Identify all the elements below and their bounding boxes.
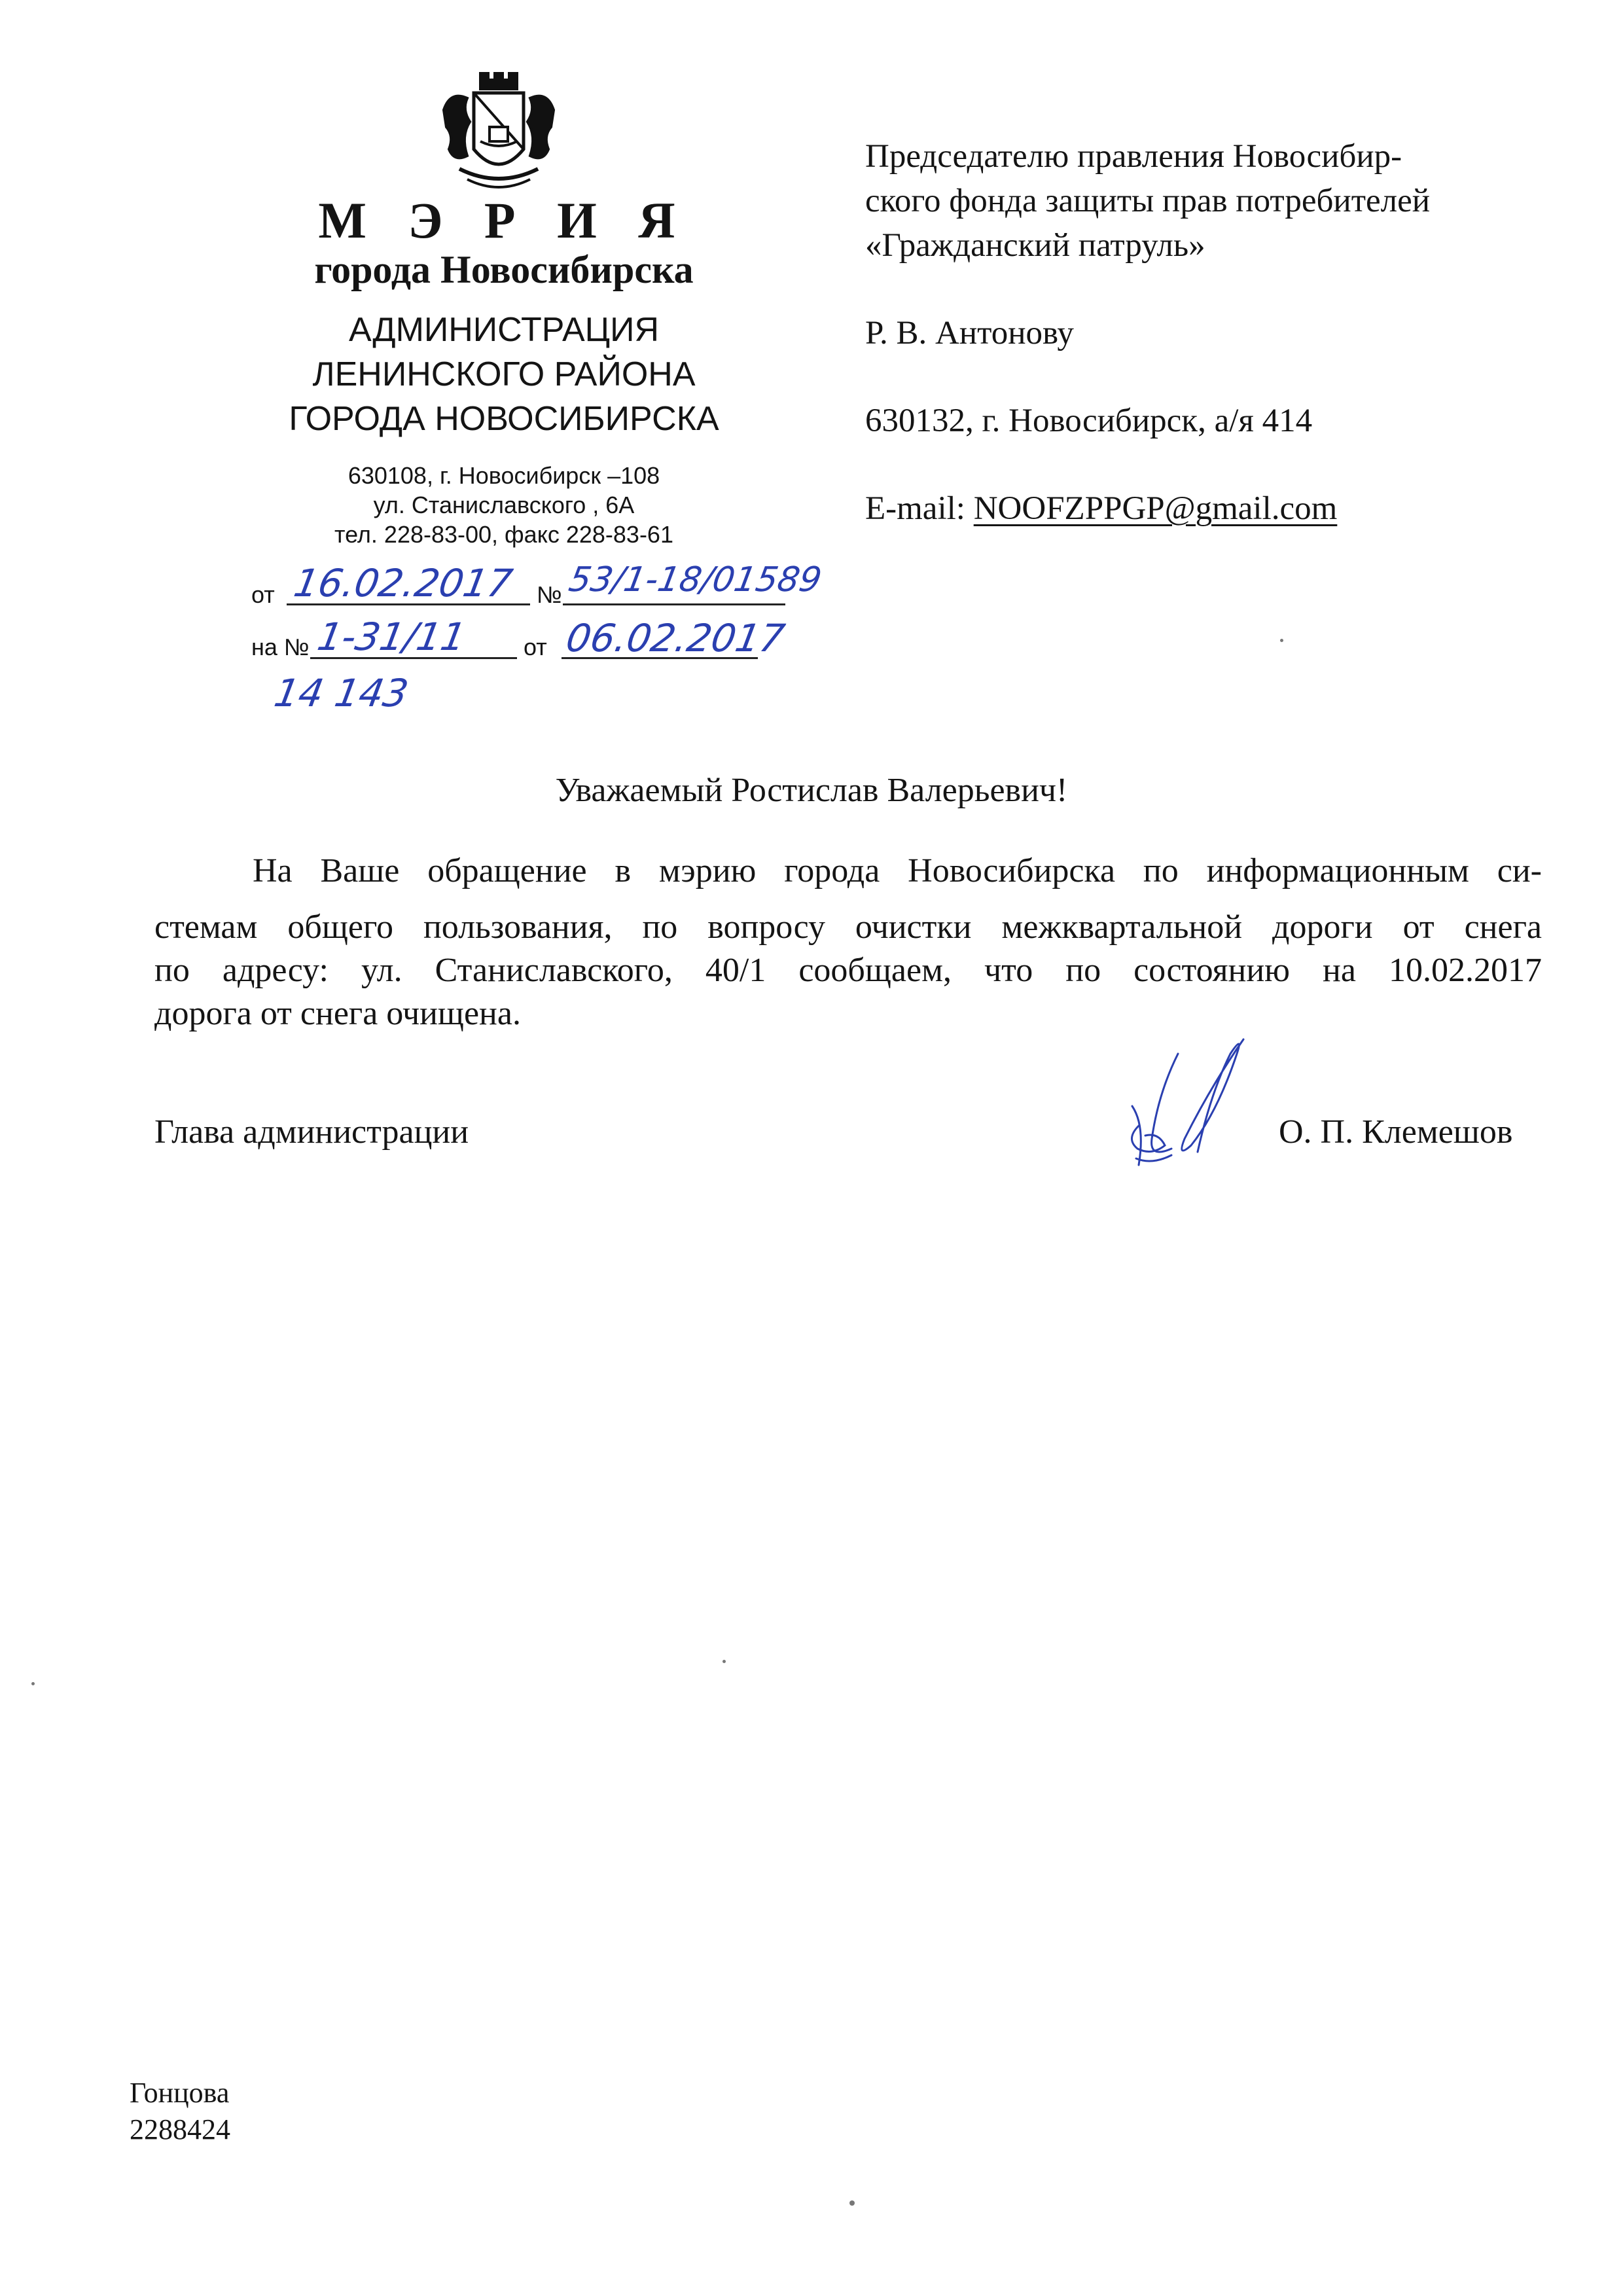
- number-handwritten: 53/1-18/01589: [565, 560, 825, 600]
- from-label: от: [251, 581, 275, 608]
- greeting: Уважаемый Ростислав Валерьевич!: [555, 772, 1068, 809]
- paragraph-line-1: На Ваше обращение в мэрию города Новосибирска по информационным си-: [253, 852, 1542, 889]
- address-line-2: ул. Станиславского , 6А: [373, 492, 635, 518]
- number-label: №: [537, 581, 562, 608]
- reply-from-label: от: [524, 634, 547, 660]
- email-link[interactable]: NOOFZPPGP@gmail.com: [973, 490, 1338, 527]
- executor-phone: 2288424: [130, 2113, 230, 2145]
- letterhead-title: М Э Р И Я: [318, 192, 690, 249]
- signatory-title: Глава администрации: [154, 1113, 469, 1151]
- addressee-line-1: Председателю правления Новосибир-: [865, 138, 1402, 175]
- admin-line-2: ЛЕНИНСКОГО РАЙОНА: [312, 355, 696, 393]
- reply-number-handwritten: 1-31/11: [314, 615, 469, 659]
- addressee-line-3: «Гражданский патруль»: [865, 227, 1205, 264]
- addressee-email-row: [865, 492, 1337, 526]
- paragraph-line-3: по адресу: ул. Станиславского, 40/1 сообщаем, что по состоянию на 10.02.2017: [154, 952, 1542, 989]
- addressee-postal: 630132, г. Новосибирск, а/я 414: [865, 403, 1313, 439]
- addressee-line-2: ского фонда защиты прав потребителей: [865, 183, 1431, 219]
- paragraph-line-4: дорога от снега очищена.: [154, 995, 521, 1032]
- reply-label: на №: [251, 634, 310, 660]
- reply-date-handwritten: 06.02.2017: [563, 616, 789, 660]
- addressee-name: Р. В. Антонову: [865, 315, 1074, 351]
- admin-line-1: АДМИНИСТРАЦИЯ: [348, 311, 660, 349]
- extra-number-handwritten: 14 143: [271, 671, 412, 715]
- admin-line-3: ГОРОДА НОВОСИБИРСКА: [289, 400, 719, 438]
- scan-speck: [31, 1682, 35, 1685]
- executor-name: Гонцова: [130, 2077, 230, 2109]
- from-date-handwritten: 16.02.2017: [291, 561, 516, 605]
- handwritten-signature: [1113, 1028, 1270, 1191]
- email-label: E-mail:: [865, 490, 974, 527]
- paragraph-line-2: стемам общего пользования, по вопросу очистки межквартальной дороги от снега: [154, 908, 1542, 946]
- signatory-name: О. П. Клемешов: [1279, 1113, 1513, 1151]
- number-line: [563, 603, 785, 605]
- address-line-1: 630108, г. Новосибирск –108: [348, 462, 660, 489]
- letterhead-city: города Новосибирска: [314, 248, 694, 291]
- scan-speck: [722, 1660, 726, 1663]
- scan-speck: [1280, 639, 1283, 642]
- address-line-3: тел. 228-83-00, факс 228-83-61: [334, 521, 673, 548]
- coat-of-arms-logo: [435, 64, 563, 200]
- scan-speck: [849, 2200, 855, 2206]
